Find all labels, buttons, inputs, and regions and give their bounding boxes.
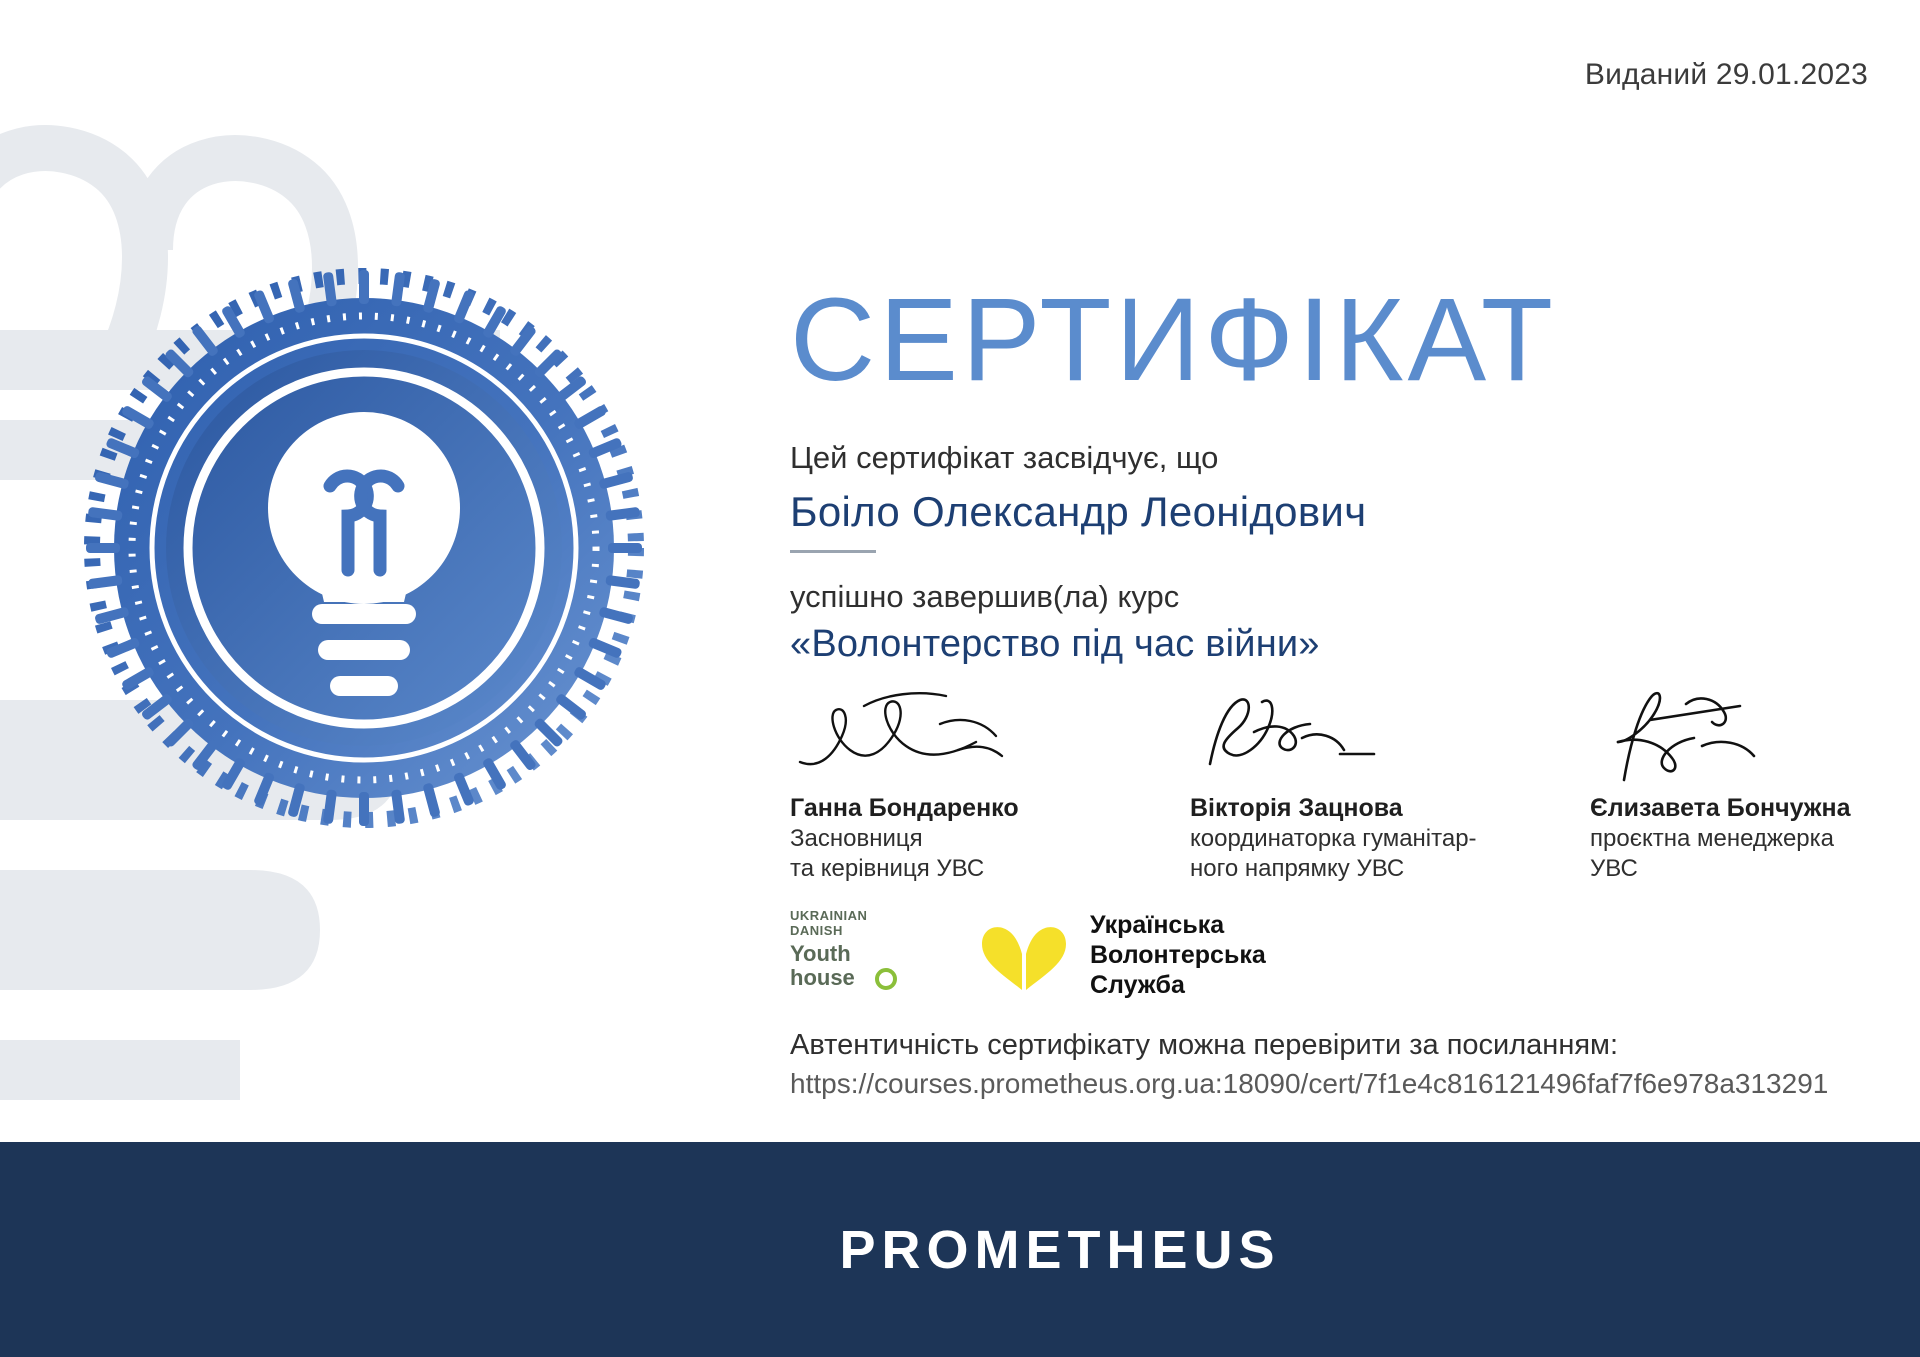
completion-text: успішно завершив(ла) курс xyxy=(790,579,1180,615)
signature-block xyxy=(790,684,1190,882)
signature-role-line1: Засновниця xyxy=(790,825,923,853)
intro-text: Цей сертифікат засвідчує, що xyxy=(790,440,1219,476)
footer-bar xyxy=(0,1142,1920,1357)
divider xyxy=(790,550,876,553)
uvs-line2: Волонтерська xyxy=(1090,940,1266,969)
issued-date: Виданий 29.01.2023 xyxy=(1584,58,1868,91)
recipient-name: Боіло Олександр Леонідович xyxy=(790,488,1367,536)
signature-name: Вікторія Зацнова xyxy=(1190,794,1403,823)
prometheus-wordmark: PROMETHEUS xyxy=(839,1219,1281,1280)
signature-block xyxy=(1190,684,1590,882)
signature-image xyxy=(1190,684,1560,794)
uvs-line1: Українська xyxy=(1090,910,1225,939)
uvs-line3: Служба xyxy=(1090,970,1185,999)
signature-role-line2: УВС xyxy=(1590,854,1638,882)
partner-logos xyxy=(790,907,1880,1003)
youth-house-line1: UKRAINIAN xyxy=(790,908,868,924)
signature-role-line2: та керівниця УВС xyxy=(790,854,985,882)
seal-emblem xyxy=(84,268,644,828)
signature-role-line1: координаторка гуманітар- xyxy=(1190,825,1477,853)
uvs-logo xyxy=(976,910,1266,1000)
signature-image xyxy=(1590,684,1850,794)
signature-name: Єлизавета Бончужна xyxy=(1590,794,1851,823)
youth-house-wordmark-icon xyxy=(790,939,910,995)
youth-house-line2: DANISH xyxy=(790,923,843,939)
svg-text:Youth: Youth xyxy=(790,940,851,966)
page-title: СЕРТИФІКАТ xyxy=(790,274,1558,406)
certificate-body xyxy=(790,274,1880,1100)
signature-image xyxy=(790,684,1160,794)
signature-block xyxy=(1590,684,1880,882)
uvs-text xyxy=(1090,910,1266,1000)
heart-hands-icon xyxy=(976,916,1072,994)
youth-house-logo xyxy=(790,909,914,1000)
signature-row xyxy=(790,684,1880,882)
verification-text: Автентичність сертифікату можна перевірити за посиланням: xyxy=(790,1028,1619,1061)
course-name: «Волонтерство під час війни» xyxy=(790,623,1320,666)
signature-role-line1: проєктна менеджерка xyxy=(1590,825,1835,853)
prometheus-logo xyxy=(839,1219,1290,1281)
signature-name: Ганна Бондаренко xyxy=(790,794,1019,823)
verification-url[interactable]: https://courses.prometheus.org.ua:18090/cert/7f1e4c816121496faf7f6e978a313291 xyxy=(790,1067,1829,1099)
svg-text:house: house xyxy=(790,964,855,990)
signature-role-line2: ного напрямку УВС xyxy=(1190,854,1405,882)
